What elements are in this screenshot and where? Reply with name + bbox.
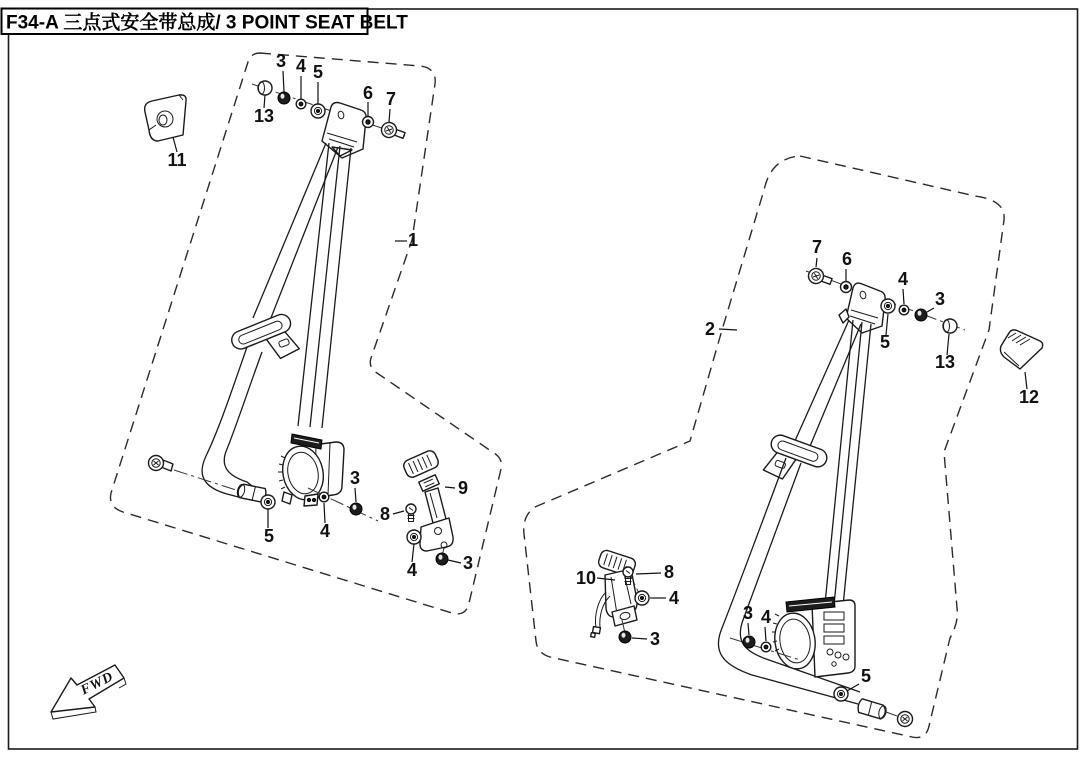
callout-left-9 — [445, 478, 468, 498]
washer-icon — [761, 642, 771, 652]
callout-label: 3 — [349, 468, 361, 488]
callout-right-12 — [1019, 372, 1039, 407]
washer-icon — [407, 530, 421, 544]
nut-icon — [350, 503, 362, 515]
callout-label: 3 — [649, 629, 661, 649]
fwd-label: FWD — [78, 669, 117, 699]
callout-label: 12 — [1018, 387, 1040, 407]
callout-left-3-buckle — [448, 553, 473, 573]
callout-label: 3 — [275, 51, 287, 71]
left-shoulder-strap — [253, 143, 351, 428]
washer-icon — [635, 591, 649, 605]
callout-right-7 — [812, 237, 822, 267]
washer-icon — [834, 687, 848, 701]
callout-right-4-top — [898, 269, 908, 304]
callout-label: 13 — [253, 106, 275, 126]
callout-label: 4 — [319, 521, 331, 541]
callout-label: 4 — [295, 56, 307, 76]
right-buckle — [591, 549, 644, 637]
assembly-left — [111, 51, 502, 614]
callout-label: 3 — [462, 553, 474, 573]
right-anchor-bolt — [886, 712, 913, 727]
washer-icon — [311, 104, 325, 118]
fwd-arrow — [51, 665, 126, 719]
nut-icon — [743, 636, 755, 648]
washer-icon — [881, 299, 895, 313]
callout-label: 6 — [362, 83, 374, 103]
callout-right-3-top — [927, 289, 945, 312]
cap-nut-icon — [943, 319, 957, 333]
callout-right-6 — [842, 249, 852, 281]
callout-left-5-bottom — [264, 509, 274, 546]
bolt-icon — [806, 266, 833, 288]
washer-icon — [363, 117, 374, 128]
callout-label: 9 — [457, 478, 469, 498]
callout-label: 7 — [811, 237, 823, 257]
left-retractor — [278, 434, 344, 506]
page-title: F34-A 三点式安全带总成/ 3 POINT SEAT BELT — [6, 12, 408, 34]
right-pillar-cover — [1000, 330, 1042, 369]
callout-label: 5 — [312, 62, 324, 82]
callout-right-3-retractor — [743, 603, 753, 635]
callout-left-4-buckle — [407, 544, 417, 580]
callout-left-11 — [167, 137, 186, 170]
callout-label: 8 — [663, 562, 675, 582]
callout-right-13 — [935, 334, 955, 372]
washer-icon — [841, 282, 852, 293]
nut-icon — [915, 309, 927, 321]
callout-left-1 — [395, 230, 418, 250]
washer-icon — [319, 492, 329, 502]
callout-label: 5 — [860, 666, 872, 686]
callout-label: 4 — [760, 607, 772, 627]
washer-icon — [296, 99, 306, 109]
callout-label: 3 — [934, 289, 946, 309]
right-anchor-fitting — [857, 698, 888, 719]
cap-nut-icon — [258, 81, 272, 95]
callout-left-3-top — [276, 51, 286, 92]
bolt-icon — [406, 504, 416, 522]
nut-icon — [436, 553, 448, 565]
callout-label: 2 — [704, 319, 716, 339]
callout-left-7 — [386, 89, 396, 122]
left-pillar-cover — [145, 95, 186, 141]
callout-label: 3 — [742, 603, 754, 623]
callout-label: 4 — [897, 269, 909, 289]
nut-icon — [619, 631, 631, 643]
callout-label: 5 — [263, 526, 275, 546]
callout-left-4-bottom — [320, 503, 330, 541]
washer-icon — [899, 305, 909, 315]
left-lap-belt — [202, 347, 262, 499]
callout-label: 13 — [934, 352, 956, 372]
callout-label: 11 — [167, 150, 187, 170]
left-retractor-centerline — [308, 488, 378, 521]
callout-left-5-top — [313, 62, 323, 104]
left-anchor-bolt — [149, 456, 237, 491]
washer-icon — [261, 495, 275, 509]
callout-label: 4 — [406, 560, 418, 580]
callout-left-3-mid — [350, 468, 360, 502]
right-tongue-slider — [761, 433, 830, 491]
callout-right-3-buckle — [632, 629, 660, 649]
callout-left-8 — [380, 504, 404, 524]
callout-left-4-top — [296, 56, 306, 99]
callout-right-4-buckle — [650, 588, 679, 608]
callout-label: 5 — [879, 332, 891, 352]
nut-icon — [278, 92, 290, 104]
callout-left-13 — [254, 95, 274, 126]
callout-label: 10 — [575, 568, 597, 588]
callout-label: 1 — [407, 230, 419, 250]
left-tongue-slider — [229, 312, 302, 373]
callout-label: 8 — [379, 504, 391, 524]
title-box — [2, 9, 409, 35]
callout-right-4-retractor — [761, 607, 771, 641]
callout-label: 7 — [385, 89, 397, 109]
callout-label: 6 — [841, 249, 853, 269]
callout-label: 4 — [668, 588, 680, 608]
callout-right-8 — [636, 562, 674, 582]
assembly-right — [524, 156, 1043, 738]
bolt-icon — [379, 120, 406, 142]
callout-left-6 — [363, 83, 373, 116]
